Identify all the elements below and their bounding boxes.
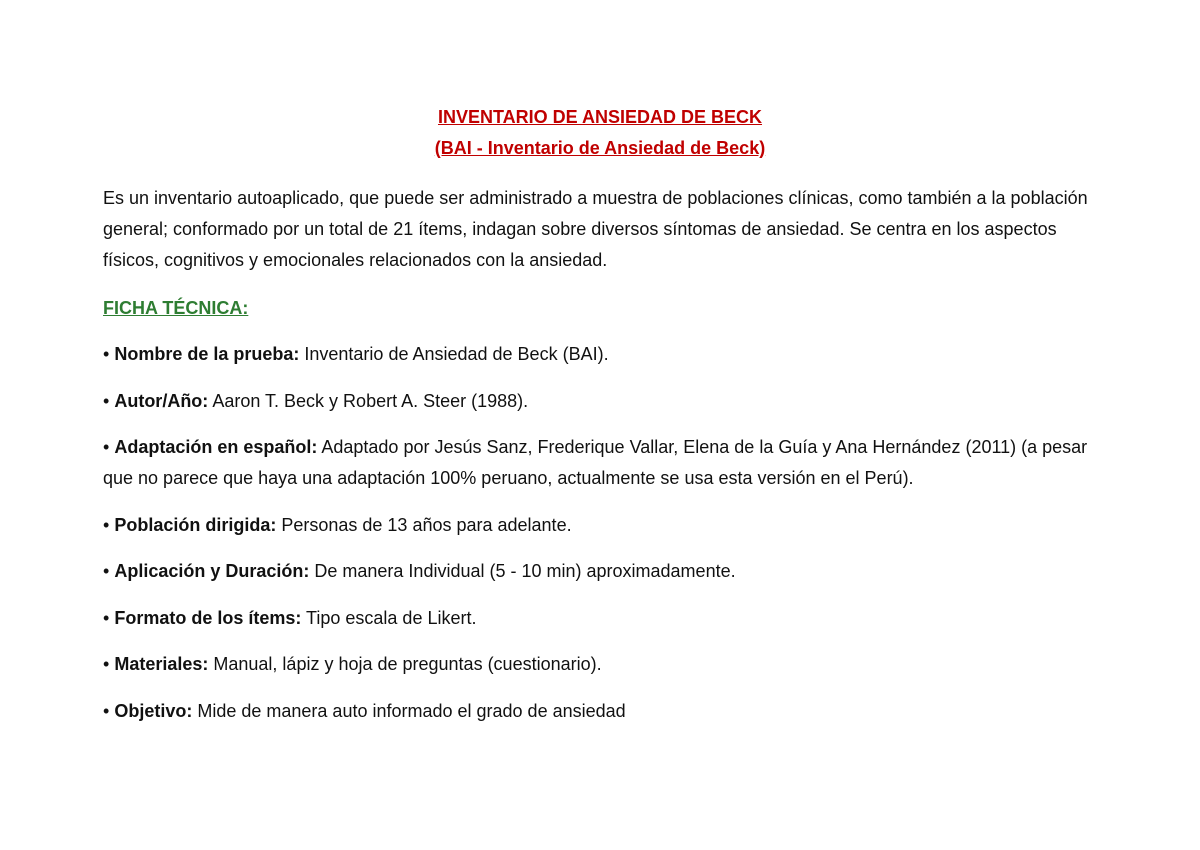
ficha-item-label: Población dirigida: — [114, 515, 277, 535]
ficha-item-value: Mide de manera auto informado el grado de ansiedad — [197, 701, 626, 721]
ficha-item-aplicacion — [103, 556, 1103, 587]
bullet: • — [103, 608, 110, 628]
bullet: • — [103, 515, 110, 535]
ficha-item-label: Aplicación y Duración: — [114, 561, 310, 581]
ficha-item-value: Tipo escala de Likert. — [306, 608, 477, 628]
ficha-item-label: Objetivo: — [114, 701, 193, 721]
bullet: • — [103, 654, 110, 674]
ficha-item-objetivo — [103, 696, 1103, 727]
ficha-item-value: Personas de 13 años para adelante. — [281, 515, 572, 535]
ficha-item-value: Inventario de Ansiedad de Beck (BAI). — [304, 344, 609, 364]
ficha-item-formato — [103, 603, 1103, 634]
bullet: • — [103, 344, 110, 364]
bullet: • — [103, 391, 110, 411]
ficha-item-value: Manual, lápiz y hoja de preguntas (cuestionario). — [213, 654, 602, 674]
ficha-item-value: Adaptado por Jesús Sanz, Frederique Vallar, Elena de la Guía y Ana Hernández (2011) (a pesar que no parece que haya una adaptación 100% peruano, actualmente se usa esta versión en el Perú). — [103, 437, 1088, 488]
ficha-item-adaptacion — [103, 432, 1103, 494]
bullet: • — [103, 701, 110, 721]
ficha-item-value: De manera Individual (5 - 10 min) aproximadamente. — [314, 561, 736, 581]
ficha-item-poblacion — [103, 510, 1103, 541]
ficha-item-label: Formato de los ítems: — [114, 608, 302, 628]
ficha-item-label: Adaptación en español: — [114, 437, 318, 457]
document-subtitle: (BAI - Inventario de Ansiedad de Beck) — [434, 138, 766, 158]
ficha-item-nombre — [103, 339, 1103, 370]
ficha-item-value: Aaron T. Beck y Robert A. Steer (1988). — [212, 391, 529, 411]
ficha-item-autor — [103, 386, 1103, 417]
bullet: • — [103, 437, 110, 457]
ficha-item-label: Materiales: — [114, 654, 209, 674]
intro-paragraph: Es un inventario autoaplicado, que puede ser administrado a muestra de poblaciones clínicas, como también a la población general; conformado por un total de 21 ítems, indagan sobre diversos síntomas de ansiedad. Se centra en los aspectos físicos, cognitivos y emocionales relacionados con la ansiedad. — [103, 188, 1088, 270]
bullet: • — [103, 561, 110, 581]
ficha-tecnica-heading: FICHA TÉCNICA: — [103, 298, 249, 318]
ficha-item-materiales — [103, 649, 1103, 680]
ficha-item-label: Nombre de la prueba: — [114, 344, 300, 364]
ficha-item-label: Autor/Año: — [114, 391, 209, 411]
document-title: INVENTARIO DE ANSIEDAD DE BECK — [437, 107, 763, 127]
